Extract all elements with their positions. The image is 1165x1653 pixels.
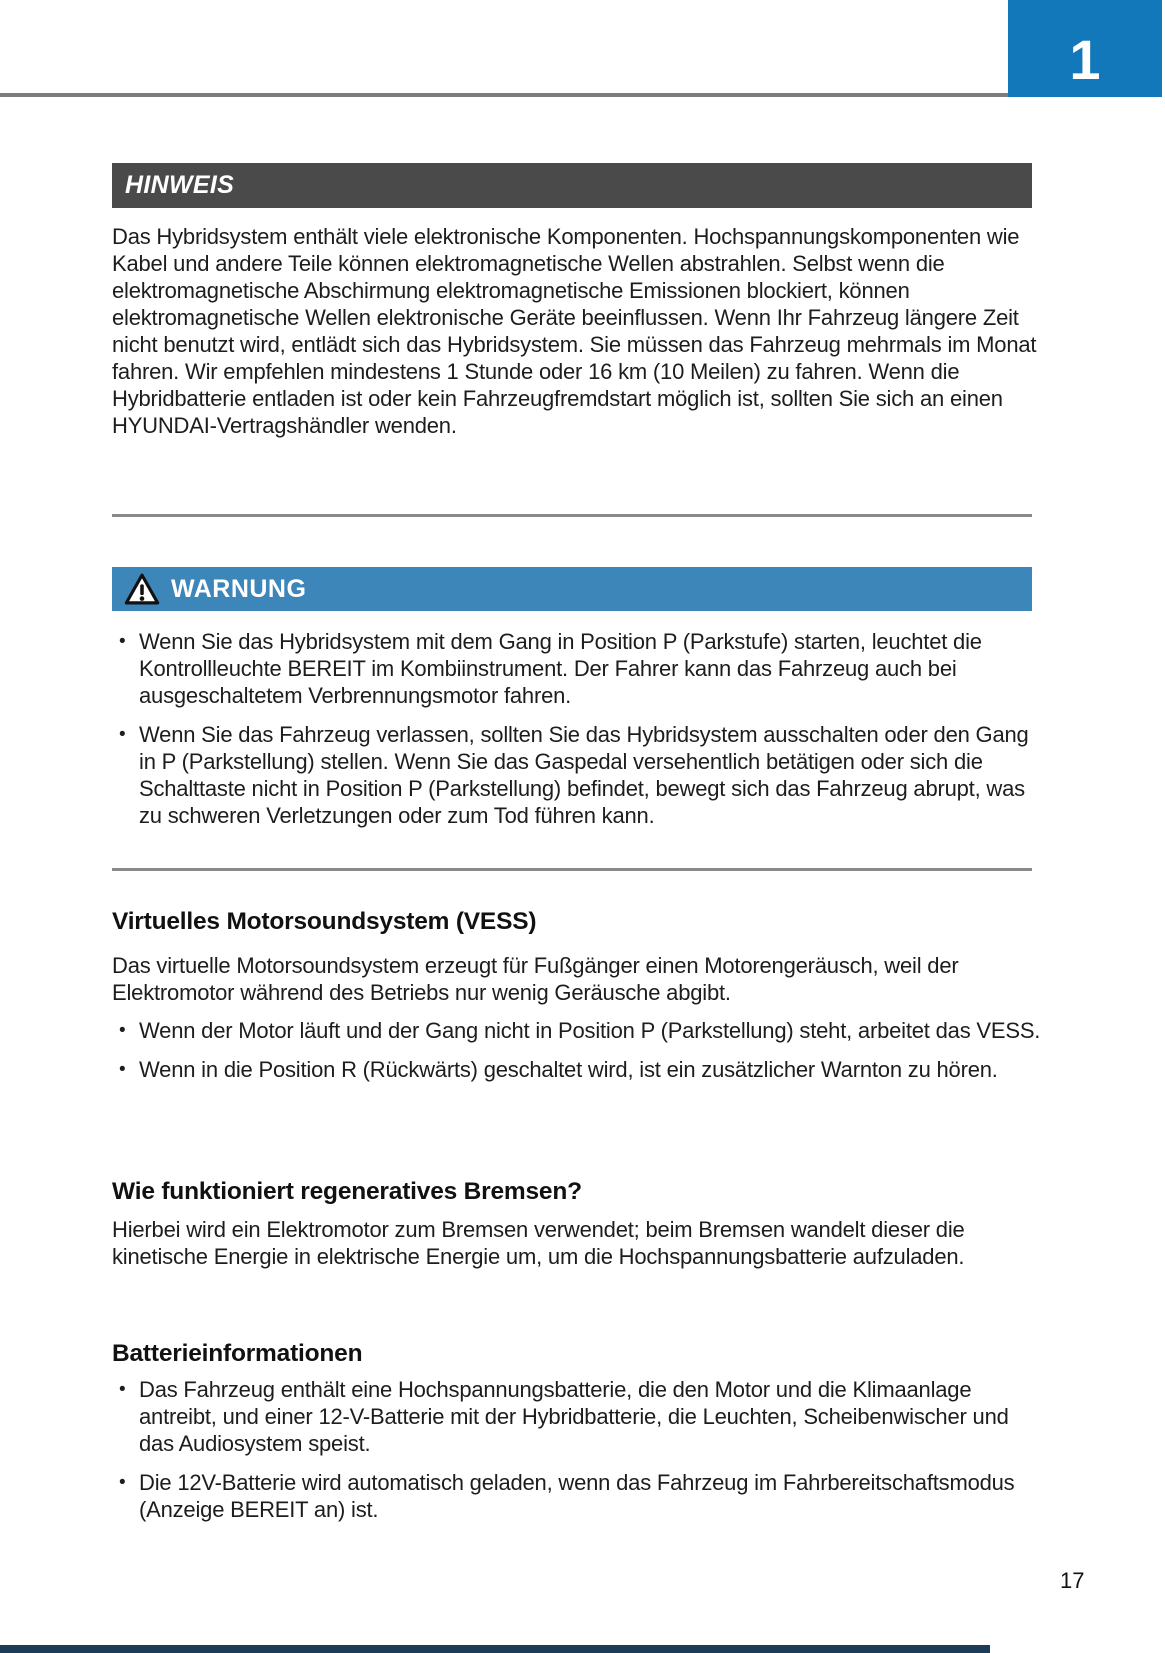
section-heading-regen-braking: Wie funktioniert regeneratives Bremsen? [112,1178,582,1205]
page-number: 17 [1060,1568,1085,1593]
notice-label: HINWEIS [125,171,235,199]
section-list-battery-info [112,1376,1044,1535]
list-item: • Wenn in die Position R (Rückwärts) geschaltet wird, ist ein zusätzlicher Warnton zu hören. [112,1056,1044,1083]
footer-rule [0,1645,990,1653]
notice-body: Das Hybridsystem enthält viele elektronische Komponenten. Hochspannungskomponenten wie Kabel und andere Teile können elektromagnetische Wellen abstrahlen. Selbst wenn die elektromagnetische Abschirmung elektromagnetische Emissionen blockiert, können elektromagnetische Wellen elektronische Geräte beeinflussen. Wenn Ihr Fahrzeug längere Zeit nicht benutzt wird, entlädt sich das Hybridsystem. Sie müssen das Fahrzeug mehrmals im Monat fahren. Wir empfehlen mindestens 1 Stunde oder 16 km (10 Meilen) zu fahren. Wenn die Hybridbatterie entladen ist oder kein Fahrzeugfremdstart möglich ist, sollten Sie sich an einen HYUNDAI-Vertragshändler wenden. [112,224,1037,438]
list-item: • Das Fahrzeug enthält eine Hochspannungsbatterie, die den Motor und die Klimaanlage antreibt, und einer 12-V-Batterie mit der Hybridbatterie, die Leuchten, Scheibenwischer und das Audiosystem speist. [112,1376,1044,1457]
chapter-number: 1 [1069,28,1101,91]
section-heading-vess: Virtuelles Motorsoundsystem (VESS) [112,908,537,935]
warning-list [112,628,1044,841]
list-item: • Die 12V-Batterie wird automatisch geladen, wenn das Fahrzeug im Fahrbereitschaftsmodus (Anzeige BEREIT an) ist. [112,1469,1044,1523]
list-item: • Wenn der Motor läuft und der Gang nicht in Position P (Parkstellung) steht, arbeitet das VESS. [112,1017,1044,1044]
section-list-vess [112,1017,1044,1095]
section-divider [112,514,1032,517]
notice-header-bar [112,163,1032,208]
warning-item: • Wenn Sie das Fahrzeug verlassen, sollten Sie das Hybridsystem ausschalten oder den Gang in P (Parkstellung) stellen. Wenn Sie das Gaspedal versehentlich betätigen oder sich die Schalttaste nicht in Position P (Parkstellung) befindet, bewegt sich das Fahrzeug abrupt, was zu schweren Verletzungen oder zum Tod führen kann. [112,721,1044,829]
warning-triangle-icon [124,573,160,605]
header-rule [0,93,1008,97]
chapter-tab [1008,0,1162,97]
warning-header-bar [112,567,1032,611]
section-body-vess: Das virtuelle Motorsoundsystem erzeugt für Fußgänger einen Motorengeräusch, weil der Elektromotor während des Betriebs nur wenig Geräusche abgibt. [112,953,959,1005]
section-divider [112,868,1032,871]
section-body-regen-braking: Hierbei wird ein Elektromotor zum Bremsen verwendet; beim Bremsen wandelt dieser die kinetische Energie in elektrische Energie um, um die Hochspannungsbatterie aufzuladen. [112,1217,965,1269]
warning-label: WARNUNG [171,574,307,603]
warning-item: • Wenn Sie das Hybridsystem mit dem Gang in Position P (Parkstufe) starten, leuchtet die Kontrollleuchte BEREIT im Kombiinstrument. Der Fahrer kann das Fahrzeug auch bei ausgeschaltetem Verbrennungsmotor fahren. [112,628,1044,709]
section-heading-battery-info: Batterieinformationen [112,1340,363,1367]
